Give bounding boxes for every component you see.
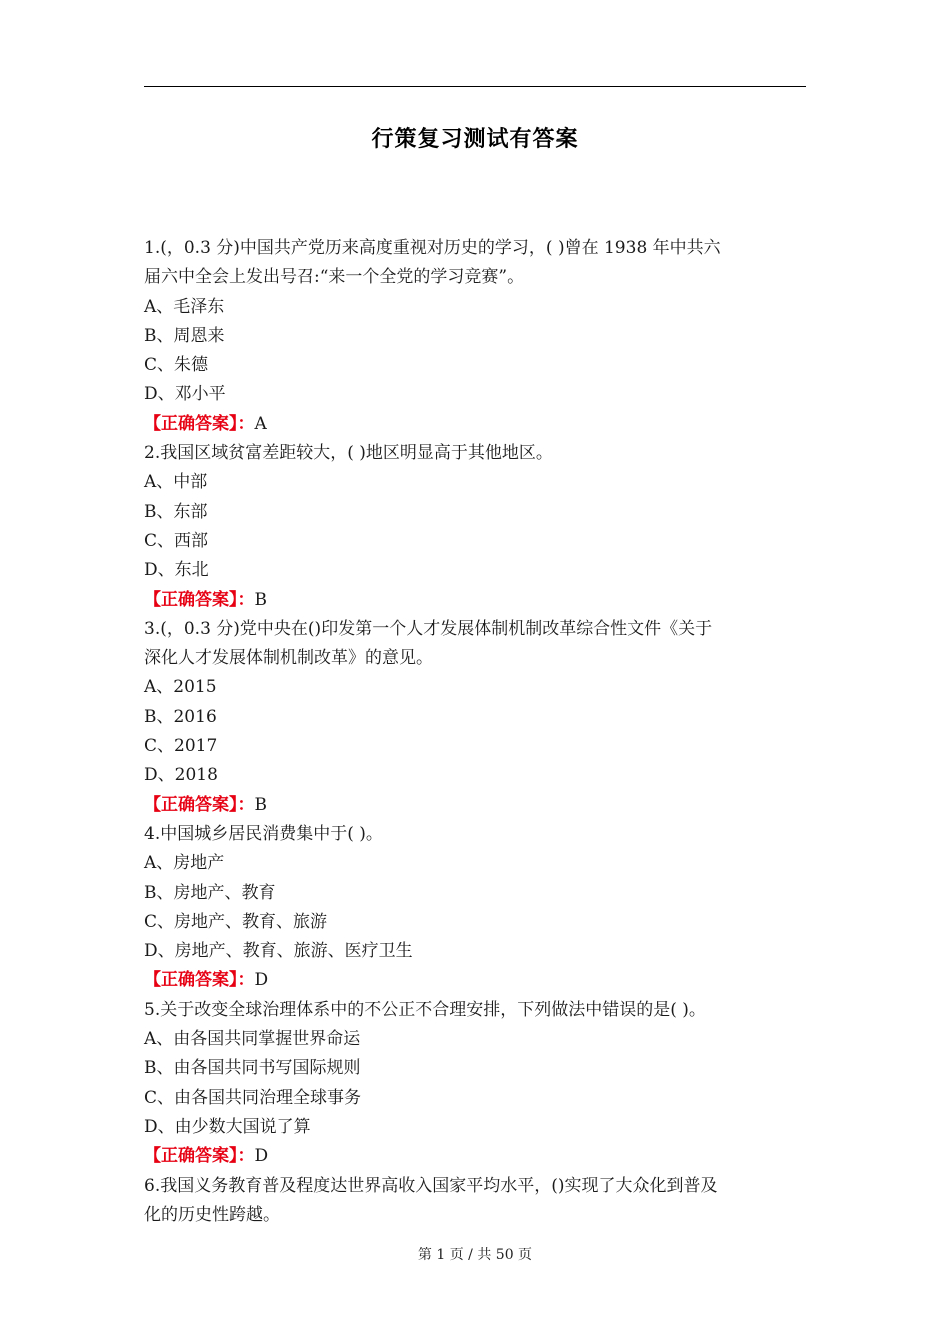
answer-value: D	[254, 970, 269, 991]
question-text: 2.我国区域贫富差距较大，( )地区明显高于其他地区。	[144, 443, 553, 464]
question-text: 化的历史性跨越。	[144, 1204, 280, 1225]
answer-label: 【正确答案】：	[144, 970, 255, 991]
answer-line	[144, 586, 804, 615]
option-item: C、由各国共同治理全球事务	[144, 1087, 362, 1108]
question-text: 6.我国义务教育普及程度达世界高收入国家平均水平，()实现了大众化到普及	[144, 1175, 718, 1196]
answer-line	[144, 966, 804, 995]
option-item: B、2016	[144, 706, 217, 727]
question-text: 3.(，0.3 分)党中央在()印发第一个人才发展体制机制改革综合性文件《关于	[144, 618, 713, 639]
question-list	[144, 234, 804, 1230]
answer-line	[144, 1142, 804, 1171]
answer-value: B	[254, 794, 267, 815]
answer-label: 【正确答案】：	[144, 794, 255, 815]
page-footer: 第 1 页 / 共 50 页	[417, 1247, 533, 1263]
option-item: C、朱德	[144, 355, 209, 376]
option-item: D、由少数大国说了算	[144, 1116, 311, 1137]
option-item: A、由各国共同掌握世界命运	[144, 1029, 361, 1050]
option-item: D、邓小平	[144, 384, 226, 405]
header-rule	[144, 86, 806, 87]
question-text: 届六中全会上发出号召:“来一个全党的学习竞赛”。	[144, 267, 525, 288]
answer-line	[144, 410, 804, 439]
document-title: 行策复习测试有答案	[371, 126, 579, 152]
question-text: 4.中国城乡居民消费集中于( )。	[144, 823, 383, 844]
option-item: A、2015	[144, 677, 217, 698]
option-item: C、西部	[144, 530, 209, 551]
answer-label: 【正确答案】：	[144, 589, 255, 610]
option-item: D、东北	[144, 560, 209, 581]
answer-label: 【正确答案】：	[144, 1146, 255, 1167]
option-item: A、房地产	[144, 853, 225, 874]
option-item: A、中部	[144, 472, 208, 493]
answer-value: A	[254, 413, 267, 434]
option-item: B、房地产、教育	[144, 882, 276, 903]
option-item: A、毛泽东	[144, 296, 225, 317]
option-item: C、房地产、教育、旅游	[144, 911, 328, 932]
option-item: B、东部	[144, 501, 208, 522]
option-item: D、2018	[144, 765, 218, 786]
question-text: 1.(，0.3 分)中国共产党历来高度重视对历史的学习，( )曾在 1938 年中共六	[144, 238, 721, 258]
question-text: 深化人才发展体制机制改革》的意见。	[144, 648, 433, 669]
answer-label: 【正确答案】：	[144, 413, 255, 434]
option-item: B、周恩来	[144, 325, 225, 346]
question-text: 5.关于改变全球治理体系中的不公正不合理安排，下列做法中错误的是( )。	[144, 999, 706, 1020]
answer-value: D	[254, 1146, 269, 1167]
answer-line	[144, 791, 804, 820]
option-item: B、由各国共同书写国际规则	[144, 1058, 361, 1079]
option-item: C、2017	[144, 736, 218, 757]
option-item: D、房地产、教育、旅游、医疗卫生	[144, 941, 413, 962]
answer-value: B	[254, 589, 267, 610]
